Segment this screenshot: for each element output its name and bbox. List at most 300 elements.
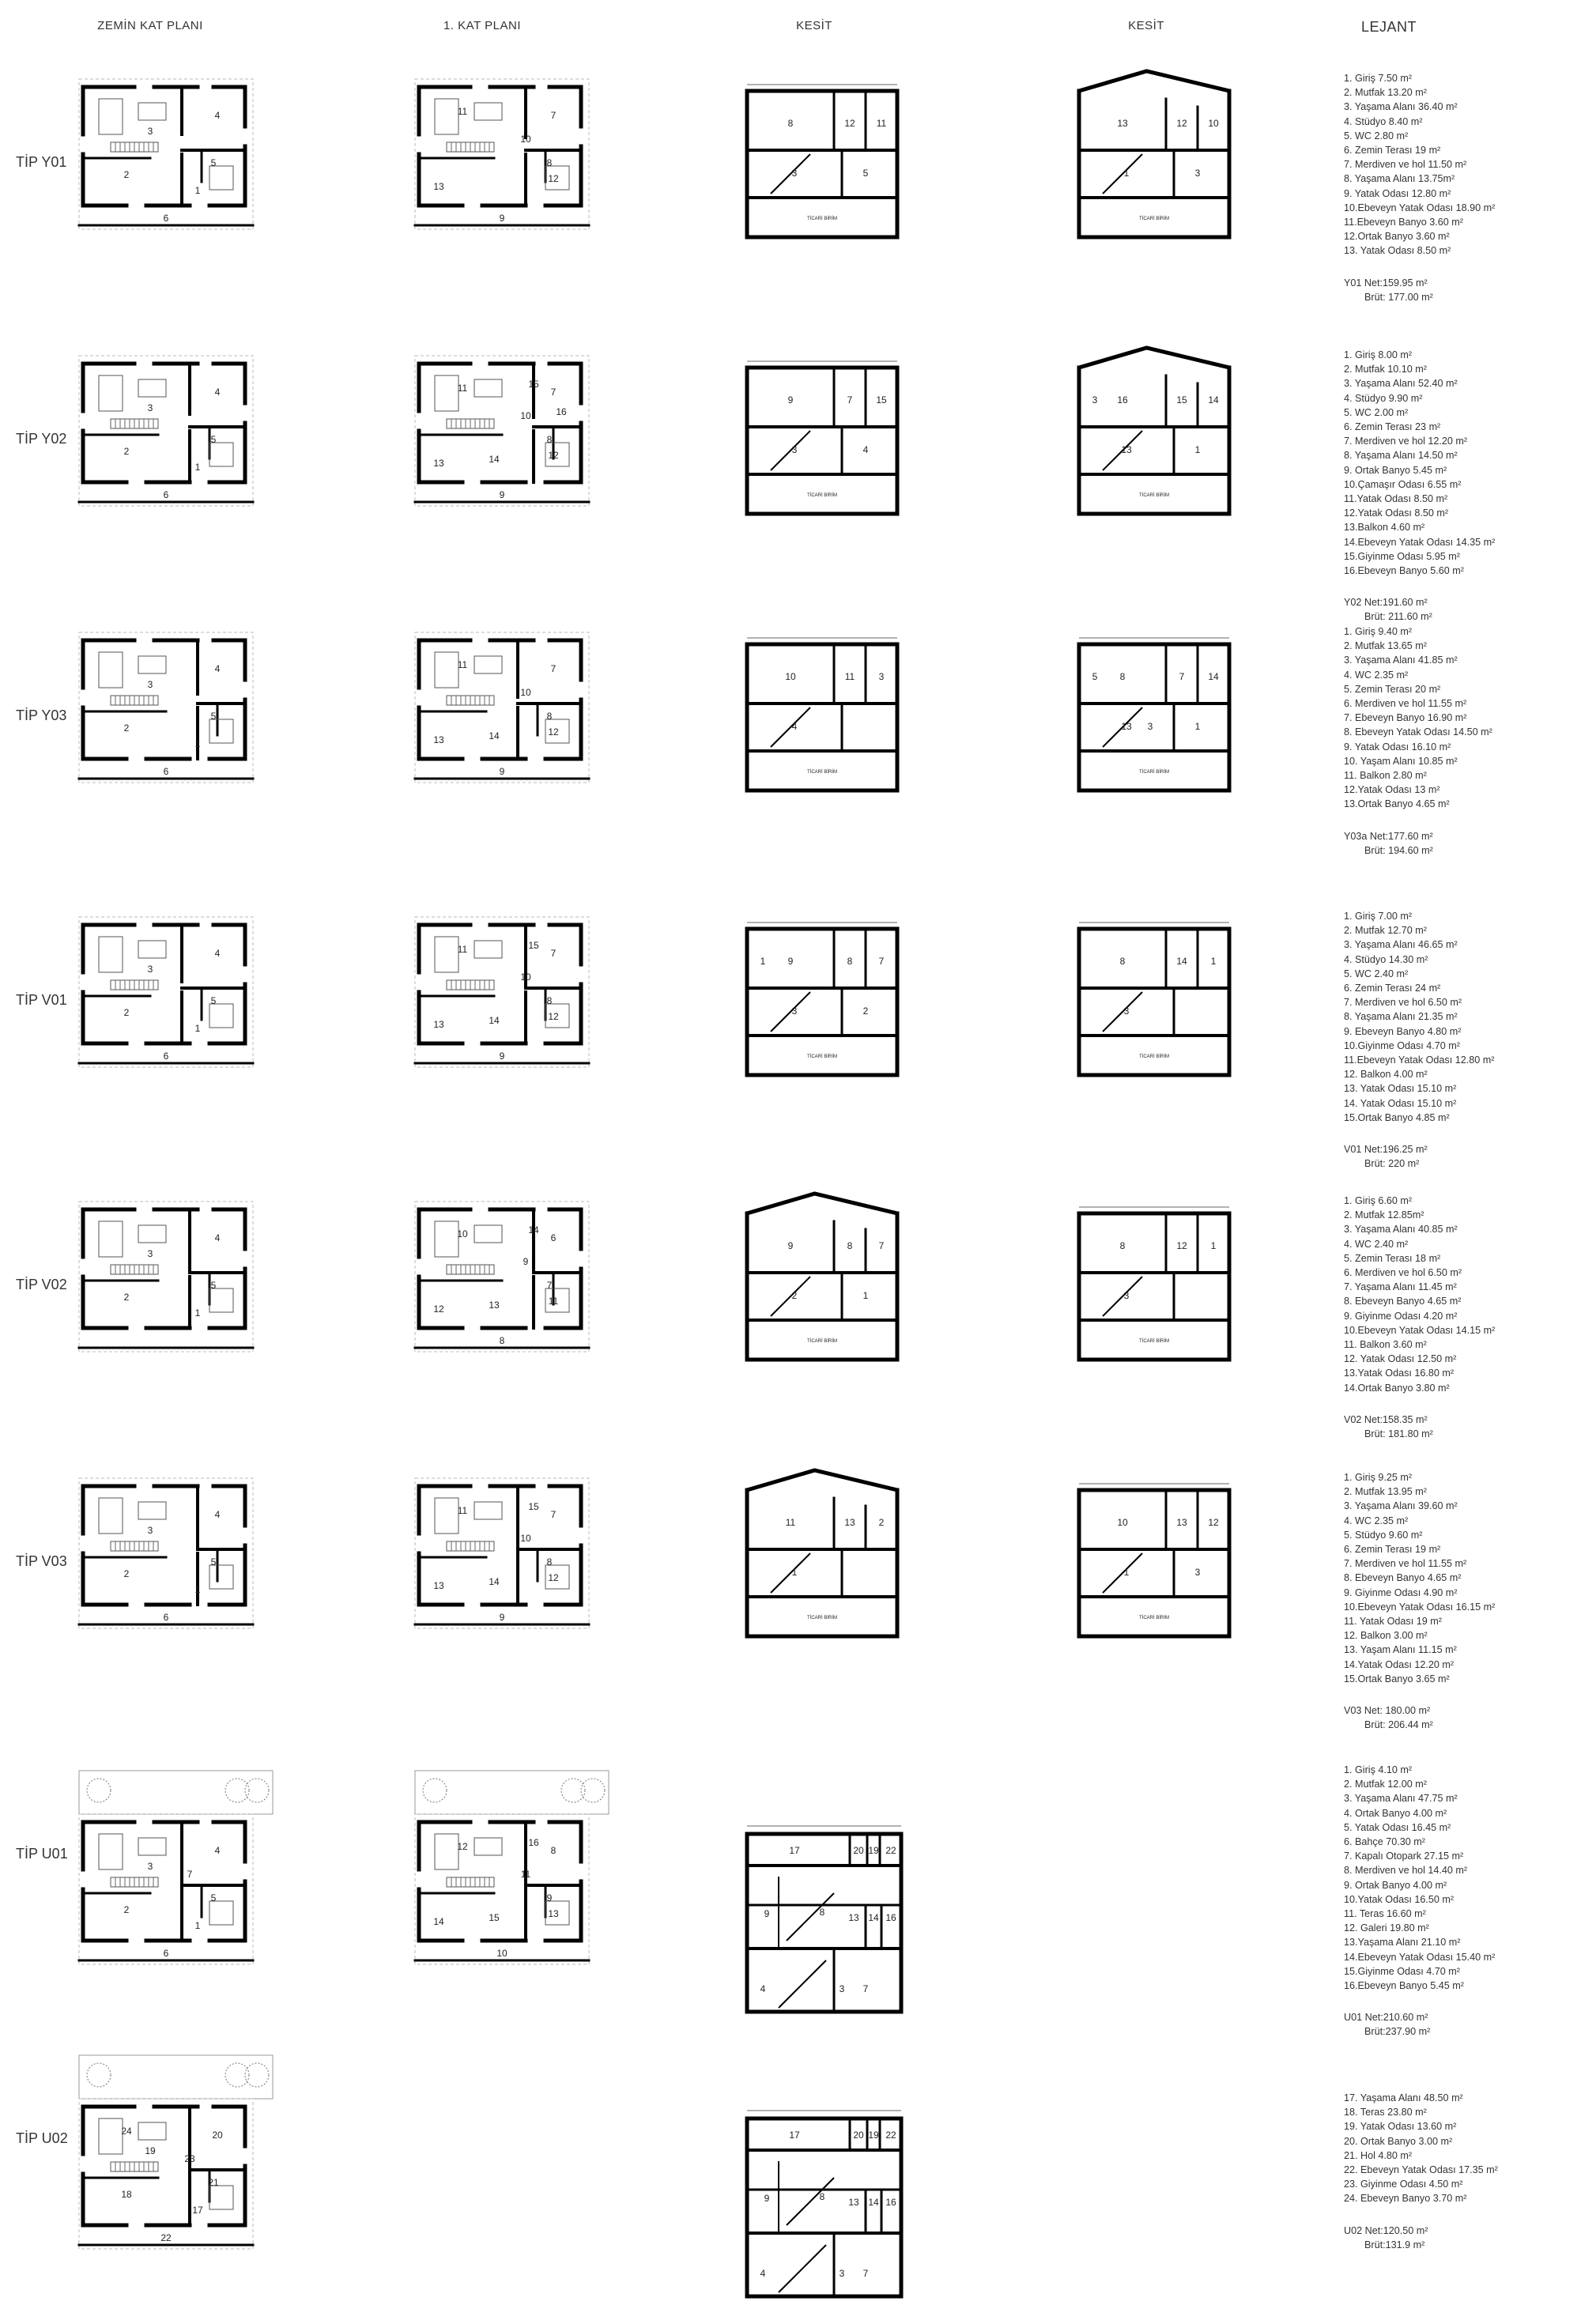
room-number: 4 bbox=[214, 1509, 221, 1520]
section-drawing-2 bbox=[1071, 75, 1253, 273]
legend-item: 12. Balkon 4.00 m² bbox=[1344, 1069, 1428, 1081]
room-number: 3 bbox=[791, 1005, 798, 1017]
legend-item: 8. Merdiven ve hol 14.40 m² bbox=[1344, 1865, 1468, 1877]
room-number: 13 bbox=[1121, 444, 1132, 455]
section-caption: TİCARİ BİRİM bbox=[1138, 493, 1170, 498]
room-number: 2 bbox=[123, 1007, 130, 1018]
section-caption: TİCARİ BİRİM bbox=[1138, 1339, 1170, 1344]
legend-item: 10.Ebeveyn Yatak Odası 16.15 m² bbox=[1344, 1601, 1496, 1613]
room-number: 4 bbox=[214, 387, 221, 398]
room-number: 12 bbox=[457, 1841, 468, 1852]
legend-item: 2. Mutfak 13.65 m² bbox=[1344, 640, 1427, 652]
legend-item: 15.Giyinme Odası 5.95 m² bbox=[1344, 550, 1460, 562]
room-number: 7 bbox=[546, 1280, 553, 1291]
section-drawing-1 bbox=[739, 1830, 921, 2028]
room-number: 10 bbox=[520, 410, 531, 421]
first-floor-plan bbox=[415, 356, 605, 561]
legend-item: 6. Merdiven ve hol 6.50 m² bbox=[1344, 1267, 1462, 1279]
type-label: TİP V03 bbox=[16, 1553, 67, 1569]
room-number: 4 bbox=[791, 721, 798, 732]
tree-icon bbox=[561, 1779, 585, 1802]
type-label: TİP U02 bbox=[16, 2130, 68, 2146]
room-number: 4 bbox=[214, 1845, 221, 1856]
section-drawing-1 bbox=[739, 1198, 921, 1395]
room-number: 6 bbox=[550, 1232, 557, 1243]
room-number: 23 bbox=[184, 2153, 195, 2164]
legend-item: 4. Stüdyo 9.90 m² bbox=[1344, 392, 1423, 404]
section-drawing-1 bbox=[739, 628, 921, 826]
section-drawing-1 bbox=[739, 75, 921, 273]
legend-item: 14. Yatak Odası 15.10 m² bbox=[1344, 1097, 1457, 1109]
room-number: 13 bbox=[548, 1908, 559, 1919]
room-number: 10 bbox=[1208, 118, 1219, 129]
legend-item: 6. Zemin Terası 24 m² bbox=[1344, 983, 1441, 994]
legend-item: 9. Yatak Odası 12.80 m² bbox=[1344, 187, 1451, 199]
room-number: 1 bbox=[1123, 168, 1130, 179]
legend-item: 2. Mutfak 13.20 m² bbox=[1344, 87, 1427, 99]
section-drawing-1 bbox=[739, 2115, 921, 2312]
room-number: 12 bbox=[1176, 118, 1187, 129]
section-caption: TİCARİ BİRİM bbox=[1138, 1054, 1170, 1059]
room-number: 16 bbox=[528, 1837, 539, 1848]
ground-floor-plan bbox=[79, 1478, 269, 1684]
room-number: 8 bbox=[546, 434, 553, 445]
legend-item: 9. Giyinme Odası 4.90 m² bbox=[1344, 1586, 1458, 1598]
room-number: 16 bbox=[1117, 394, 1128, 406]
legend-item: 12. Balkon 3.00 m² bbox=[1344, 1630, 1428, 1642]
room-number: 3 bbox=[147, 402, 153, 413]
room-number: 5 bbox=[1092, 671, 1098, 682]
gross-area: Brüt: 211.60 m² bbox=[1364, 611, 1432, 623]
gross-area: Brüt:237.90 m² bbox=[1364, 2026, 1431, 2038]
room-number: 5 bbox=[210, 995, 217, 1006]
legend-item: 9. Ortak Banyo 5.45 m² bbox=[1344, 464, 1447, 476]
ground-floor-plan bbox=[79, 356, 269, 561]
legend-item: 6. Zemin Terası 23 m² bbox=[1344, 421, 1441, 433]
net-area: Y03a Net:177.60 m² bbox=[1344, 830, 1433, 842]
room-number: 14 bbox=[1208, 394, 1219, 406]
legend-item: 5. WC 2.40 m² bbox=[1344, 968, 1409, 979]
room-number: 4 bbox=[760, 2268, 766, 2279]
legend-block bbox=[1344, 2091, 1573, 2252]
room-number: 7 bbox=[550, 1509, 557, 1520]
section-drawing-1 bbox=[739, 1474, 921, 1672]
ground-floor-plan bbox=[79, 1202, 269, 1407]
legend-item: 1. Giriş 7.50 m² bbox=[1344, 73, 1413, 84]
room-number: 13 bbox=[1176, 1517, 1187, 1528]
legend-item: 10.Giyinme Odası 4.70 m² bbox=[1344, 1039, 1460, 1051]
ground-floor-plan bbox=[79, 917, 269, 1122]
legend-item: 12. Galeri 19.80 m² bbox=[1344, 1922, 1429, 1934]
room-number: 1 bbox=[760, 956, 766, 967]
room-number: 2 bbox=[123, 169, 130, 180]
room-number: 8 bbox=[819, 2191, 825, 2202]
legend-item: 13.Yatak Odası 16.80 m² bbox=[1344, 1368, 1455, 1379]
room-number: 1 bbox=[862, 1290, 869, 1301]
legend-item: 8. Yaşama Alanı 14.50 m² bbox=[1344, 450, 1458, 462]
section-drawing-2 bbox=[1071, 352, 1253, 549]
legend-item: 6. Merdiven ve hol 11.55 m² bbox=[1344, 698, 1467, 710]
room-number: 2 bbox=[878, 1517, 885, 1528]
room-number: 6 bbox=[163, 1948, 169, 1959]
room-number: 11 bbox=[844, 671, 855, 682]
room-number: 3 bbox=[147, 964, 153, 975]
legend-item: 4. Stüdyo 14.30 m² bbox=[1344, 953, 1428, 965]
room-number: 1 bbox=[1210, 956, 1217, 967]
legend-item: 11. Balkon 2.80 m² bbox=[1344, 770, 1427, 782]
room-number: 2 bbox=[123, 1292, 130, 1303]
room-number: 8 bbox=[819, 1907, 825, 1918]
room-number: 2 bbox=[123, 1568, 130, 1579]
net-area: U01 Net:210.60 m² bbox=[1344, 2012, 1428, 2024]
room-number: 1 bbox=[194, 1920, 201, 1931]
room-number: 12 bbox=[548, 726, 559, 738]
legend-item: 13. Yatak Odası 15.10 m² bbox=[1344, 1083, 1457, 1095]
room-number: 5 bbox=[210, 434, 217, 445]
legend-item: 4. WC 2.35 m² bbox=[1344, 669, 1409, 681]
room-number: 10 bbox=[457, 1228, 468, 1239]
room-number: 11 bbox=[876, 118, 887, 129]
room-number: 4 bbox=[214, 1232, 221, 1243]
legend-item: 1. Giriş 4.10 m² bbox=[1344, 1764, 1413, 1775]
ground-floor-plan bbox=[79, 1771, 269, 1976]
room-number: 11 bbox=[785, 1517, 796, 1528]
room-number: 19 bbox=[145, 2145, 156, 2156]
room-number: 15 bbox=[528, 1501, 539, 1512]
legend-item: 7. Merdiven ve hol 12.20 m² bbox=[1344, 436, 1468, 447]
legend-item: 16.Ebeveyn Banyo 5.45 m² bbox=[1344, 1980, 1464, 1992]
legend-item: 10.Yatak Odası 16.50 m² bbox=[1344, 1893, 1455, 1905]
room-number: 9 bbox=[787, 394, 794, 406]
room-number: 7 bbox=[878, 1240, 885, 1251]
tree-icon bbox=[87, 1779, 111, 1802]
legend-item: 14.Ebeveyn Yatak Odası 14.35 m² bbox=[1344, 536, 1496, 548]
room-number: 8 bbox=[1119, 1240, 1126, 1251]
legend-item: 3. Yaşama Alanı 40.85 m² bbox=[1344, 1224, 1458, 1236]
room-number: 9 bbox=[546, 1892, 553, 1903]
gross-area: Brüt: 220 m² bbox=[1364, 1158, 1420, 1170]
room-number: 7 bbox=[550, 948, 557, 959]
room-number: 9 bbox=[523, 1256, 529, 1267]
room-number: 13 bbox=[433, 1580, 444, 1591]
legend-item: 12.Yatak Odası 8.50 m² bbox=[1344, 507, 1449, 519]
legend-item: 15.Ortak Banyo 4.85 m² bbox=[1344, 1111, 1450, 1123]
header-section-2: KESİT bbox=[1128, 19, 1164, 32]
room-number: 1 bbox=[1210, 1240, 1217, 1251]
room-number: 5 bbox=[210, 1280, 217, 1291]
room-number: 3 bbox=[791, 168, 798, 179]
room-number: 8 bbox=[1119, 671, 1126, 682]
legend-item: 10.Ebeveyn Yatak Odası 14.15 m² bbox=[1344, 1324, 1496, 1336]
room-number: 3 bbox=[1092, 394, 1098, 406]
room-number: 8 bbox=[546, 711, 553, 722]
section-drawing-2 bbox=[1071, 1198, 1253, 1395]
room-number: 12 bbox=[548, 1572, 559, 1583]
room-number: 6 bbox=[163, 766, 169, 777]
room-number: 6 bbox=[163, 213, 169, 224]
room-number: 9 bbox=[499, 489, 505, 500]
type-label: TİP U01 bbox=[16, 1846, 68, 1862]
legend-item: 1. Giriş 6.60 m² bbox=[1344, 1195, 1413, 1206]
legend-item: 10.Çamaşır Odası 6.55 m² bbox=[1344, 478, 1462, 490]
legend-item: 8. Ebeveyn Banyo 4.65 m² bbox=[1344, 1296, 1462, 1307]
legend-item: 14.Ebeveyn Yatak Odası 15.40 m² bbox=[1344, 1951, 1496, 1963]
room-number: 8 bbox=[1119, 956, 1126, 967]
room-number: 9 bbox=[499, 766, 505, 777]
first-floor-plan bbox=[415, 79, 605, 285]
room-number: 16 bbox=[885, 2197, 896, 2208]
room-number: 14 bbox=[489, 454, 500, 465]
legend-item: 3. Yaşama Alanı 39.60 m² bbox=[1344, 1500, 1458, 1512]
room-number: 11 bbox=[457, 944, 468, 955]
legend-item: 12.Ortak Banyo 3.60 m² bbox=[1344, 231, 1450, 243]
legend-item: 11.Yatak Odası 8.50 m² bbox=[1344, 493, 1448, 505]
room-number: 7 bbox=[862, 1983, 869, 1994]
type-row bbox=[0, 348, 1581, 624]
type-label: TİP Y01 bbox=[16, 154, 67, 170]
room-number: 13 bbox=[433, 1019, 444, 1030]
legend-item: 8. Yaşama Alanı 13.75m² bbox=[1344, 173, 1455, 185]
legend-block bbox=[1344, 1194, 1573, 1441]
room-number: 7 bbox=[550, 110, 557, 121]
type-label: TİP V02 bbox=[16, 1277, 67, 1292]
room-number: 13 bbox=[848, 1912, 859, 1923]
tree-icon bbox=[87, 2063, 111, 2087]
room-number: 2 bbox=[123, 1904, 130, 1915]
room-number: 17 bbox=[789, 2130, 800, 2141]
legend-item: 5. Yatak Odası 16.45 m² bbox=[1344, 1821, 1451, 1833]
legend-item: 7. Ebeveyn Banyo 16.90 m² bbox=[1344, 712, 1467, 724]
room-number: 3 bbox=[1147, 721, 1153, 732]
type-row bbox=[0, 71, 1581, 348]
room-number: 9 bbox=[499, 213, 505, 224]
room-number: 16 bbox=[556, 406, 567, 417]
room-number: 13 bbox=[848, 2197, 859, 2208]
room-number: 13 bbox=[1117, 118, 1128, 129]
room-number: 14 bbox=[868, 1912, 879, 1923]
type-row bbox=[0, 624, 1581, 901]
room-number: 10 bbox=[520, 971, 531, 983]
legend-item: 5. WC 2.80 m² bbox=[1344, 130, 1409, 141]
legend-item: 9. Ortak Banyo 4.00 m² bbox=[1344, 1879, 1447, 1891]
legend-item: 24. Ebeveyn Banyo 3.70 m² bbox=[1344, 2193, 1467, 2205]
section-caption: TİCARİ BİRİM bbox=[806, 770, 838, 775]
room-number: 11 bbox=[457, 659, 468, 670]
gross-area: Brüt: 194.60 m² bbox=[1364, 844, 1433, 856]
room-number: 13 bbox=[1121, 721, 1132, 732]
room-number: 4 bbox=[862, 444, 869, 455]
legend-item: 3. Yaşama Alanı 46.65 m² bbox=[1344, 939, 1458, 951]
room-number: 5 bbox=[210, 711, 217, 722]
legend-item: 1. Giriş 8.00 m² bbox=[1344, 349, 1413, 360]
legend-item: 3. Yaşama Alanı 52.40 m² bbox=[1344, 378, 1458, 390]
room-number: 6 bbox=[163, 489, 169, 500]
legend-block bbox=[1344, 909, 1573, 1171]
room-number: 3 bbox=[147, 1525, 153, 1536]
section-caption: TİCARİ BİRİM bbox=[806, 1616, 838, 1620]
room-number: 21 bbox=[208, 2177, 219, 2188]
legend-block bbox=[1344, 71, 1573, 304]
room-number: 14 bbox=[1208, 671, 1219, 682]
room-number: 1 bbox=[791, 1567, 798, 1578]
room-number: 15 bbox=[489, 1912, 500, 1923]
room-number: 15 bbox=[528, 379, 539, 390]
room-number: 9 bbox=[499, 1051, 505, 1062]
section-caption: TİCARİ BİRİM bbox=[806, 493, 838, 498]
legend-item: 2. Mutfak 12.00 m² bbox=[1344, 1779, 1427, 1790]
room-number: 19 bbox=[868, 1845, 879, 1856]
room-number: 4 bbox=[214, 110, 221, 121]
legend-item: 6. Zemin Terası 19 m² bbox=[1344, 1544, 1441, 1556]
legend-item: 2. Mutfak 12.85m² bbox=[1344, 1209, 1424, 1221]
legend-item: 11.Ebeveyn Banyo 3.60 m² bbox=[1344, 217, 1463, 228]
room-number: 16 bbox=[885, 1912, 896, 1923]
first-floor-plan bbox=[415, 632, 605, 838]
room-number: 9 bbox=[787, 1240, 794, 1251]
legend-item: 7. Kapalı Otopark 27.15 m² bbox=[1344, 1851, 1464, 1862]
room-number: 10 bbox=[520, 687, 531, 698]
section-caption: TİCARİ BİRİM bbox=[806, 1339, 838, 1344]
section-caption: TİCARİ BİRİM bbox=[1138, 770, 1170, 775]
legend-item: 17. Yaşama Alanı 48.50 m² bbox=[1344, 2092, 1463, 2103]
room-number: 2 bbox=[862, 1005, 869, 1017]
room-number: 20 bbox=[853, 2130, 864, 2141]
room-number: 6 bbox=[163, 1612, 169, 1623]
room-number: 7 bbox=[550, 663, 557, 674]
room-number: 12 bbox=[433, 1303, 444, 1315]
legend-item: 4. Ortak Banyo 4.00 m² bbox=[1344, 1807, 1447, 1819]
legend-item: 7. Merdiven ve hol 11.50 m² bbox=[1344, 159, 1467, 171]
room-number: 12 bbox=[1176, 1240, 1187, 1251]
room-number: 14 bbox=[868, 2197, 879, 2208]
room-number: 2 bbox=[791, 1290, 798, 1301]
room-number: 13 bbox=[489, 1300, 500, 1311]
room-number: 7 bbox=[550, 387, 557, 398]
legend-item: 5. Zemin Terası 18 m² bbox=[1344, 1252, 1441, 1264]
room-number: 1 bbox=[1194, 721, 1201, 732]
legend-item: 3. Yaşama Alanı 41.85 m² bbox=[1344, 655, 1458, 666]
room-number: 3 bbox=[1194, 1567, 1201, 1578]
legend-item: 12.Yatak Odası 13 m² bbox=[1344, 784, 1440, 796]
room-number: 10 bbox=[785, 671, 796, 682]
section-drawing-2 bbox=[1071, 628, 1253, 826]
room-number: 12 bbox=[844, 118, 855, 129]
legend-item: 4. Stüdyo 8.40 m² bbox=[1344, 115, 1423, 127]
room-number: 4 bbox=[214, 948, 221, 959]
room-number: 4 bbox=[214, 663, 221, 674]
legend-item: 19. Yatak Odası 13.60 m² bbox=[1344, 2121, 1457, 2133]
room-number: 2 bbox=[123, 722, 130, 734]
room-number: 3 bbox=[1123, 1290, 1130, 1301]
gross-area: Brüt: 206.44 m² bbox=[1364, 1719, 1433, 1731]
legend-item: 13.Ortak Banyo 4.65 m² bbox=[1344, 798, 1450, 810]
room-number: 12 bbox=[548, 1011, 559, 1022]
room-number: 1 bbox=[194, 185, 201, 196]
room-number: 15 bbox=[528, 940, 539, 951]
section-caption: TİCARİ BİRİM bbox=[806, 217, 838, 221]
room-number: 6 bbox=[163, 1051, 169, 1062]
room-number: 14 bbox=[433, 1916, 444, 1927]
first-floor-plan bbox=[415, 917, 605, 1122]
room-number: 14 bbox=[489, 730, 500, 741]
legend-item: 6. Bahçe 70.30 m² bbox=[1344, 1836, 1425, 1848]
room-number: 3 bbox=[1194, 168, 1201, 179]
legend-block bbox=[1344, 348, 1573, 624]
section-drawing-1 bbox=[739, 913, 921, 1111]
legend-item: 15.Giyinme Odası 4.70 m² bbox=[1344, 1965, 1460, 1977]
room-number: 13 bbox=[433, 181, 444, 192]
legend-item: 11. Teras 16.60 m² bbox=[1344, 1908, 1426, 1920]
legend-item: 18. Teras 23.80 m² bbox=[1344, 2107, 1427, 2118]
type-label: TİP Y03 bbox=[16, 707, 67, 723]
legend-item: 5. Zemin Terası 20 m² bbox=[1344, 683, 1441, 695]
room-number: 7 bbox=[1179, 671, 1185, 682]
type-label: TİP V01 bbox=[16, 992, 67, 1008]
header-ground-plan: ZEMİN KAT PLANI bbox=[97, 19, 203, 32]
room-number: 5 bbox=[210, 1892, 217, 1903]
tree-icon bbox=[225, 2063, 249, 2087]
room-number: 13 bbox=[433, 458, 444, 469]
gross-area: Brüt:131.9 m² bbox=[1364, 2239, 1425, 2250]
room-number: 11 bbox=[457, 383, 468, 394]
legend-item: 10. Yaşam Alanı 10.85 m² bbox=[1344, 755, 1458, 767]
legend-item: 1. Giriş 9.40 m² bbox=[1344, 626, 1413, 637]
room-number: 1 bbox=[194, 1584, 201, 1595]
room-number: 22 bbox=[885, 1845, 896, 1856]
room-number: 5 bbox=[862, 168, 869, 179]
room-number: 1 bbox=[194, 462, 201, 473]
room-number: 8 bbox=[847, 956, 853, 967]
legend-item: 14.Yatak Odası 12.20 m² bbox=[1344, 1658, 1455, 1670]
room-number: 3 bbox=[878, 671, 885, 682]
room-number: 8 bbox=[847, 1240, 853, 1251]
gross-area: Brüt: 181.80 m² bbox=[1364, 1428, 1433, 1440]
section-drawing-2 bbox=[1071, 1474, 1253, 1672]
room-number: 14 bbox=[528, 1224, 539, 1236]
room-number: 14 bbox=[1176, 956, 1187, 967]
room-number: 19 bbox=[868, 2130, 879, 2141]
legend-item: 13. Yatak Odası 8.50 m² bbox=[1344, 245, 1451, 257]
room-number: 14 bbox=[489, 1576, 500, 1587]
legend-item: 15.Ortak Banyo 3.65 m² bbox=[1344, 1673, 1450, 1685]
legend-item: 9. Yatak Odası 16.10 m² bbox=[1344, 741, 1451, 753]
room-number: 5 bbox=[210, 157, 217, 168]
room-number: 9 bbox=[499, 1612, 505, 1623]
room-number: 10 bbox=[496, 1948, 508, 1959]
room-number: 20 bbox=[853, 1845, 864, 1856]
legend-item: 11. Yatak Odası 19 m² bbox=[1344, 1616, 1442, 1628]
header-legend: LEJANT bbox=[1361, 19, 1417, 35]
net-area: Y02 Net:191.60 m² bbox=[1344, 597, 1428, 609]
type-row bbox=[0, 909, 1581, 1186]
legend-item: 2. Mutfak 12.70 m² bbox=[1344, 925, 1427, 937]
tree-icon bbox=[225, 1779, 249, 1802]
type-row bbox=[0, 1470, 1581, 1747]
room-number: 22 bbox=[885, 2130, 896, 2141]
room-number: 7 bbox=[847, 394, 853, 406]
room-number: 3 bbox=[839, 1983, 845, 1994]
room-number: 5 bbox=[210, 1556, 217, 1568]
room-number: 8 bbox=[550, 1845, 557, 1856]
room-number: 3 bbox=[147, 1248, 153, 1259]
room-number: 12 bbox=[548, 173, 559, 184]
room-number: 11 bbox=[548, 1296, 559, 1307]
tree-icon bbox=[423, 1779, 447, 1802]
legend-item: 3. Yaşama Alanı 36.40 m² bbox=[1344, 101, 1458, 113]
net-area: V02 Net:158.35 m² bbox=[1344, 1413, 1428, 1425]
room-number: 3 bbox=[791, 444, 798, 455]
legend-item: 11. Balkon 3.60 m² bbox=[1344, 1339, 1427, 1351]
